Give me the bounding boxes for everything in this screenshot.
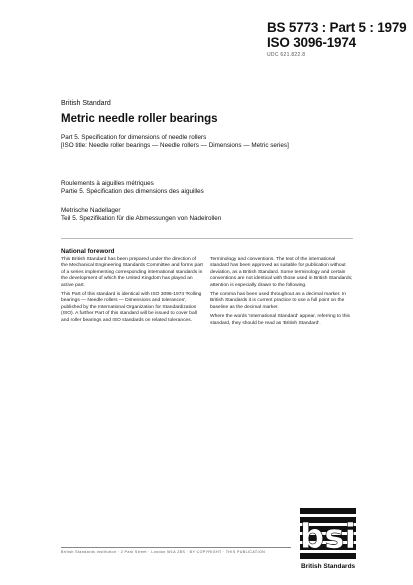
foreword-right-column	[210, 257, 355, 330]
page-title: Metric needle roller bearings	[61, 113, 218, 125]
logo-caption: British Standards	[301, 563, 356, 570]
document-kicker: British Standard	[61, 100, 111, 107]
bsi-logo-icon	[298, 504, 358, 564]
french-title: Roulements à aiguilles métriques	[61, 180, 154, 187]
standard-number	[267, 20, 406, 50]
german-title-block	[61, 207, 221, 223]
foreword-paragraph: The comma has been used throughout as a decimal marker. In British Standards it is current practice to use a full point on the baseline as the decimal marker.	[210, 292, 346, 310]
standard-number-line1: BS 5773 : Part 5 : 1979	[267, 20, 407, 35]
part-title-block	[61, 134, 361, 150]
udc-number: UDC 621.822.8	[267, 52, 306, 58]
foreword-paragraph: Terminology and conventions. The text of the international standard has been approved as suitable for publication without deviation, as a British Standard. Some terminology and certain conventions are not identical with those used in British Standards; attention is especially drawn to the following.	[210, 257, 353, 288]
part-title: Part 5. Specification for dimensions of needle rollers	[61, 134, 207, 141]
iso-title: [ISO title: Needle roller bearings — Needle rollers — Dimensions — Metric series]	[61, 142, 289, 149]
foreword-heading: National foreword	[61, 248, 115, 255]
footer-text: British Standards Institution · 2 Park Street · London W1A 2BS · BY COPYRIGHT · THIS PUBLICATION	[61, 550, 266, 554]
footer-divider	[61, 547, 291, 548]
foreword-paragraph: This Part of this standard is identical with ISO 3096-1974 'Rolling bearings — Needle rollers — Dimensions and tolerances', published by the International Organization for Standardization (ISO). A further Part of this standard will be issued to cover ball and roller bearings and ISO standards on related tolerances.	[61, 292, 202, 323]
foreword-left-column	[61, 257, 203, 327]
section-divider	[61, 238, 353, 239]
foreword-paragraph: This British Standard has been prepared under the direction of the Mechanical Engineering Standards Committee and forms part of a series implementing corresponding international standards in the development of which the United Kingdom has played an active part.	[61, 257, 203, 288]
french-part-title: Partie 5. Spécification des dimensions des aiguilles	[61, 188, 204, 195]
standard-number-line2: ISO 3096-1974	[267, 35, 356, 50]
svg-text:bsi: bsi	[299, 517, 357, 557]
german-title: Metrische Nadellager	[61, 207, 121, 214]
german-part-title: Teil 5. Spezifikation für die Abmessungen von Nadelrollen	[61, 215, 222, 222]
foreword-paragraph: Where the words 'International Standard' appear, referring to this standard, they should be read as 'British Standard'.	[210, 314, 350, 326]
french-title-block	[61, 180, 204, 196]
